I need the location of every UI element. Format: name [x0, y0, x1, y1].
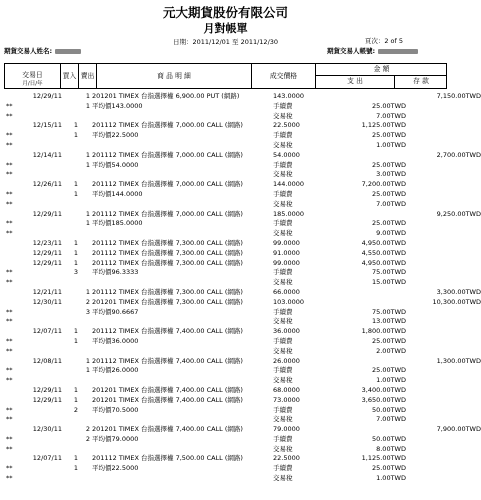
cell-sell: 2: [85, 297, 90, 306]
account-label: 期貨交易人帳號:: [327, 47, 376, 55]
cell-date: 12/29/11: [32, 248, 62, 257]
trader-name: [4, 46, 81, 55]
cell-desc: 平均價143.0000: [92, 101, 143, 110]
cell-price: 手續費: [273, 219, 293, 228]
cell-desc: 平均價90.6667: [92, 307, 139, 316]
cell-desc: 201112 TIMEX 台指選擇權 7,000.00 CALL (網路): [92, 150, 243, 159]
cell-desc: 201201 TIMEX 台指選擇權 7,400.00 CALL (網路): [92, 425, 243, 434]
cell-date: 12/29/11: [32, 395, 62, 404]
cell-desc: 平均價70.5000: [92, 405, 139, 414]
table-row: [4, 190, 447, 200]
cell-pay: 13.00TWD: [371, 317, 406, 326]
cell-sell: 2: [85, 425, 90, 434]
cell-buy: 1: [73, 121, 78, 130]
table-row: [4, 376, 447, 386]
cell-pay: 75.00TWD: [371, 268, 406, 277]
cell-desc: 平均價22.5000: [92, 464, 139, 473]
cell-pay: 8.00TWD: [376, 444, 406, 453]
cell-mark: **: [6, 376, 13, 385]
cell-pay: 25.00TWD: [371, 189, 406, 198]
cell-desc: 平均價54.0000: [92, 160, 139, 169]
cell-buy: 1: [73, 258, 78, 267]
cell-price: 73.0000: [273, 395, 300, 404]
cell-buy: 1: [73, 180, 78, 189]
company-name: 元大期貨股份有限公司: [162, 5, 288, 20]
col-buy: 買入: [61, 64, 79, 88]
cell-desc: 平均價79.0000: [92, 434, 139, 443]
cell-price: 手續費: [273, 131, 293, 140]
cell-mark: **: [6, 101, 13, 110]
cell-sell: 1: [85, 92, 90, 100]
cell-price: 手續費: [273, 160, 293, 169]
cell-buy: 1: [73, 395, 78, 404]
cell-date: 12/07/11: [32, 454, 62, 463]
cell-pay: 4,550.00TWD: [361, 248, 406, 257]
table-row: [4, 161, 447, 171]
cell-price: 手續費: [273, 307, 293, 316]
cell-bal: 3,300.00TWD: [436, 287, 481, 296]
cell-mark: **: [6, 464, 13, 473]
cell-pay: 3.00TWD: [376, 170, 406, 179]
cell-sell: 2: [85, 434, 90, 443]
table-row: [4, 347, 447, 357]
cell-sell: 1: [85, 160, 90, 169]
redacted-account: [378, 49, 418, 54]
cell-price: 22.5000: [273, 121, 300, 130]
cell-mark: **: [6, 434, 13, 443]
redacted-name: [55, 49, 81, 54]
table-row: [4, 337, 447, 347]
cell-pay: 1.00TWD: [376, 376, 406, 385]
cell-sell: 1: [85, 150, 90, 159]
cell-date: 12/30/11: [32, 297, 62, 306]
col-description: 商 品 明 細: [97, 64, 252, 88]
cell-desc: 平均價26.0000: [92, 366, 139, 375]
cell-mark: **: [6, 415, 13, 424]
cell-date: 12/29/11: [32, 385, 62, 394]
table-row: [4, 268, 447, 278]
table-row: [4, 239, 447, 249]
cell-date: 12/29/11: [32, 209, 62, 218]
cell-buy: 1: [73, 385, 78, 394]
cell-price: 79.0000: [273, 425, 300, 434]
cell-desc: 201112 TIMEX 台指選擇權 7,500.00 CALL (網路): [92, 454, 243, 463]
table-row: [4, 200, 447, 210]
cell-price: 手續費: [273, 101, 293, 110]
cell-sell: 1: [85, 287, 90, 296]
cell-mark: **: [6, 170, 13, 179]
cell-sell: 1: [85, 219, 90, 228]
cell-price: 36.0000: [273, 327, 300, 336]
table-row: [4, 454, 447, 464]
cell-pay: 4,950.00TWD: [361, 238, 406, 247]
account-info-bar: [4, 46, 447, 55]
cell-pay: 50.00TWD: [371, 405, 406, 414]
cell-pay: 7,200.00TWD: [361, 180, 406, 189]
cell-price: 99.0000: [273, 258, 300, 267]
cell-buy: 1: [73, 464, 78, 473]
cell-price: 103.0000: [273, 297, 305, 306]
cell-pay: 25.00TWD: [371, 366, 406, 375]
table-row: [4, 415, 447, 425]
cell-bal: 2,700.00TWD: [436, 150, 481, 159]
cell-buy: 1: [73, 454, 78, 463]
cell-price: 手續費: [273, 268, 293, 277]
cell-price: 91.0000: [273, 248, 300, 257]
cell-mark: **: [6, 317, 13, 326]
cell-desc: 201112 TIMEX 台指選擇權 7,300.00 CALL (網路): [92, 258, 243, 267]
cell-price: 99.0000: [273, 238, 300, 247]
cell-bal: 7,150.00TWD: [436, 92, 481, 100]
table-row: [4, 308, 447, 318]
cell-sell: 1: [85, 101, 90, 110]
cell-price: 手續費: [273, 434, 293, 443]
cell-buy: 1: [73, 248, 78, 257]
cell-mark: **: [6, 366, 13, 375]
table-row: [4, 287, 481, 298]
statement-title: 月對帳單: [203, 22, 248, 35]
cell-bal: 9,250.00TWD: [436, 209, 481, 218]
trader-name-label: 期貨交易人姓名:: [4, 47, 53, 55]
cell-date: 12/26/11: [32, 180, 62, 189]
cell-pay: 1,125.00TWD: [361, 121, 406, 130]
cell-pay: 25.00TWD: [371, 464, 406, 473]
cell-pay: 25.00TWD: [371, 131, 406, 140]
cell-price: 手續費: [273, 405, 293, 414]
table-row: [4, 474, 447, 484]
cell-pay: 25.00TWD: [371, 219, 406, 228]
col-price: 成交價格: [252, 64, 316, 88]
cell-pay: 1.00TWD: [376, 474, 406, 483]
table-row: [4, 464, 447, 474]
cell-price: 交易稅: [273, 346, 293, 355]
table-row: [4, 150, 481, 161]
cell-price: 22.5000: [273, 454, 300, 463]
cell-pay: 1.00TWD: [376, 140, 406, 149]
cell-pay: 9.00TWD: [376, 229, 406, 238]
cell-date: 12/29/11: [32, 92, 62, 100]
cell-desc: 201112 TIMEX 台指選擇權 7,000.00 CALL (網路): [92, 180, 243, 189]
cell-mark: **: [6, 111, 13, 120]
cell-date: 12/29/11: [32, 258, 62, 267]
cell-price: 交易稅: [273, 199, 293, 208]
table-row: [4, 249, 447, 259]
cell-pay: 25.00TWD: [371, 101, 406, 110]
cell-date: 12/08/11: [32, 356, 62, 365]
cell-price: 185.0000: [273, 209, 305, 218]
cell-price: 交易稅: [273, 415, 293, 424]
cell-mark: **: [6, 219, 13, 228]
cell-mark: **: [6, 229, 13, 238]
col-trade-date-sub: 月/日/年: [22, 81, 43, 87]
table-row: [4, 259, 447, 269]
cell-price: 66.0000: [273, 287, 300, 296]
cell-price: 交易稅: [273, 140, 293, 149]
col-trade-date: [5, 64, 61, 88]
cell-date: 12/07/11: [32, 327, 62, 336]
cell-bal: 7,900.00TWD: [436, 425, 481, 434]
table-row: [4, 445, 447, 455]
cell-price: 交易稅: [273, 317, 293, 326]
table-row: [4, 141, 447, 151]
cell-mark: **: [6, 131, 13, 140]
cell-pay: 1,800.00TWD: [361, 327, 406, 336]
cell-mark: **: [6, 346, 13, 355]
table-row: [4, 121, 447, 131]
cell-pay: 7.00TWD: [376, 415, 406, 424]
cell-pay: 3,650.00TWD: [361, 395, 406, 404]
col-deposit: 存 款: [413, 77, 429, 85]
date-range: 日期：2011/12/01 至 2011/12/30: [172, 38, 279, 46]
cell-price: 68.0000: [273, 385, 300, 394]
table-row: [4, 278, 447, 288]
cell-desc: 201112 TIMEX 台指選擇權 7,000.00 CALL (網路): [92, 121, 243, 130]
cell-price: 交易稅: [273, 229, 293, 238]
cell-price: 交易稅: [273, 474, 293, 483]
table-row: [4, 112, 447, 122]
cell-desc: 201112 TIMEX 台指選擇權 7,400.00 CALL (網路): [92, 327, 243, 336]
table-row: [4, 366, 447, 376]
cell-desc: 平均價144.0000: [92, 189, 143, 198]
col-payment: 支 出: [316, 76, 395, 88]
cell-sell: 1: [85, 209, 90, 218]
trader-account: [327, 46, 418, 55]
cell-date: 12/21/11: [32, 287, 62, 296]
cell-pay: 50.00TWD: [371, 434, 406, 443]
cell-price: 交易稅: [273, 376, 293, 385]
cell-mark: **: [6, 199, 13, 208]
table-row: [4, 327, 447, 337]
cell-desc: 201112 TIMEX 台指選擇權 7,300.00 CALL (網路): [92, 287, 243, 296]
table-row: [4, 406, 447, 416]
cell-pay: 15.00TWD: [371, 278, 406, 287]
cell-date: 12/15/11: [32, 121, 62, 130]
cell-mark: **: [6, 278, 13, 287]
table-row: [4, 219, 447, 229]
cell-price: 交易稅: [273, 170, 293, 179]
cell-mark: **: [6, 336, 13, 345]
cell-mark: **: [6, 405, 13, 414]
table-row: [4, 102, 447, 112]
cell-price: 交易稅: [273, 111, 293, 120]
table-row: [4, 229, 447, 239]
cell-mark: **: [6, 140, 13, 149]
cell-price: 144.0000: [273, 180, 305, 189]
cell-mark: **: [6, 307, 13, 316]
cell-price: 手續費: [273, 366, 293, 375]
cell-pay: 25.00TWD: [371, 336, 406, 345]
cell-price: 手續費: [273, 189, 293, 198]
cell-mark: **: [6, 474, 13, 483]
cell-date: 12/14/11: [32, 150, 62, 159]
cell-bal: 10,300.00TWD: [432, 297, 481, 306]
cell-desc: 201201 TIMEX 台指選擇權 6,900.00 PUT (網路): [92, 92, 240, 100]
cell-buy: 1: [73, 336, 78, 345]
col-amount: [316, 64, 447, 88]
cell-desc: 平均價36.0000: [92, 336, 139, 345]
table-row: [4, 92, 481, 102]
cell-buy: 1: [73, 189, 78, 198]
cell-bal: 1,300.00TWD: [436, 356, 481, 365]
cell-desc: 201112 TIMEX 台指選擇權 7,400.00 CALL (網路): [92, 356, 243, 365]
cell-mark: **: [6, 160, 13, 169]
table-row: [4, 317, 447, 327]
cell-desc: 201201 TIMEX 台指選擇權 7,400.00 CALL (網路): [92, 385, 243, 394]
table-header: [4, 63, 447, 89]
table-row: [4, 131, 447, 141]
table-row: [4, 425, 481, 435]
cell-desc: 201112 TIMEX 台指選擇權 7,300.00 CALL (網路): [92, 248, 243, 257]
cell-price: 143.0000: [273, 92, 305, 100]
cell-pay: 75.00TWD: [371, 307, 406, 316]
cell-buy: 3: [73, 268, 78, 277]
cell-pay: 2.00TWD: [376, 346, 406, 355]
cell-buy: 1: [73, 131, 78, 140]
cell-price: 交易稅: [273, 278, 293, 287]
col-sell: 賣出: [79, 64, 97, 88]
cell-pay: 7.00TWD: [376, 199, 406, 208]
cell-desc: 平均價22.5000: [92, 131, 139, 140]
cell-mark: **: [6, 444, 13, 453]
table-row: [4, 297, 481, 308]
cell-mark: **: [6, 189, 13, 198]
col-trade-date-label: 交易日: [22, 71, 43, 79]
cell-price: 手續費: [273, 464, 293, 473]
cell-sell: 1: [85, 356, 90, 365]
cell-price: 26.0000: [273, 356, 300, 365]
col-amount-label: 金 額: [316, 64, 447, 76]
cell-pay: 25.00TWD: [371, 160, 406, 169]
cell-date: 12/30/11: [32, 425, 62, 434]
cell-pay: 7.00TWD: [376, 111, 406, 120]
page-number: 頁次：2 of 5: [364, 37, 403, 45]
table-row: [4, 209, 481, 220]
cell-pay: 3,400.00TWD: [361, 385, 406, 394]
cell-sell: 1: [85, 366, 90, 375]
cell-desc: 201112 TIMEX 台指選擇權 7,300.00 CALL (網路): [92, 238, 243, 247]
cell-desc: 平均價185.0000: [92, 219, 143, 228]
cell-mark: **: [6, 268, 13, 277]
cell-buy: 1: [73, 327, 78, 336]
cell-price: 交易稅: [273, 444, 293, 453]
cell-sell: 3: [85, 307, 90, 316]
table-row: [4, 386, 447, 396]
cell-buy: 1: [73, 238, 78, 247]
cell-price: 54.0000: [273, 150, 300, 159]
cell-date: 12/23/11: [32, 238, 62, 247]
cell-pay: 4,950.00TWD: [361, 258, 406, 267]
cell-desc: 201201 TIMEX 台指選擇權 7,300.00 CALL (網路): [92, 297, 243, 306]
table-row: [4, 170, 447, 180]
cell-buy: 2: [73, 405, 78, 414]
table-row: [4, 180, 447, 190]
cell-desc: 201201 TIMEX 台指選擇權 7,400.00 CALL (網路): [92, 395, 243, 404]
table-row: [4, 396, 447, 406]
cell-desc: 201112 TIMEX 台指選擇權 7,000.00 CALL (網路): [92, 209, 243, 218]
transaction-table: [4, 92, 481, 484]
cell-price: 手續費: [273, 336, 293, 345]
table-row: [4, 356, 481, 367]
cell-pay: 1,125.00TWD: [361, 454, 406, 463]
cell-desc: 平均價96.3333: [92, 268, 139, 277]
table-row: [4, 435, 447, 445]
